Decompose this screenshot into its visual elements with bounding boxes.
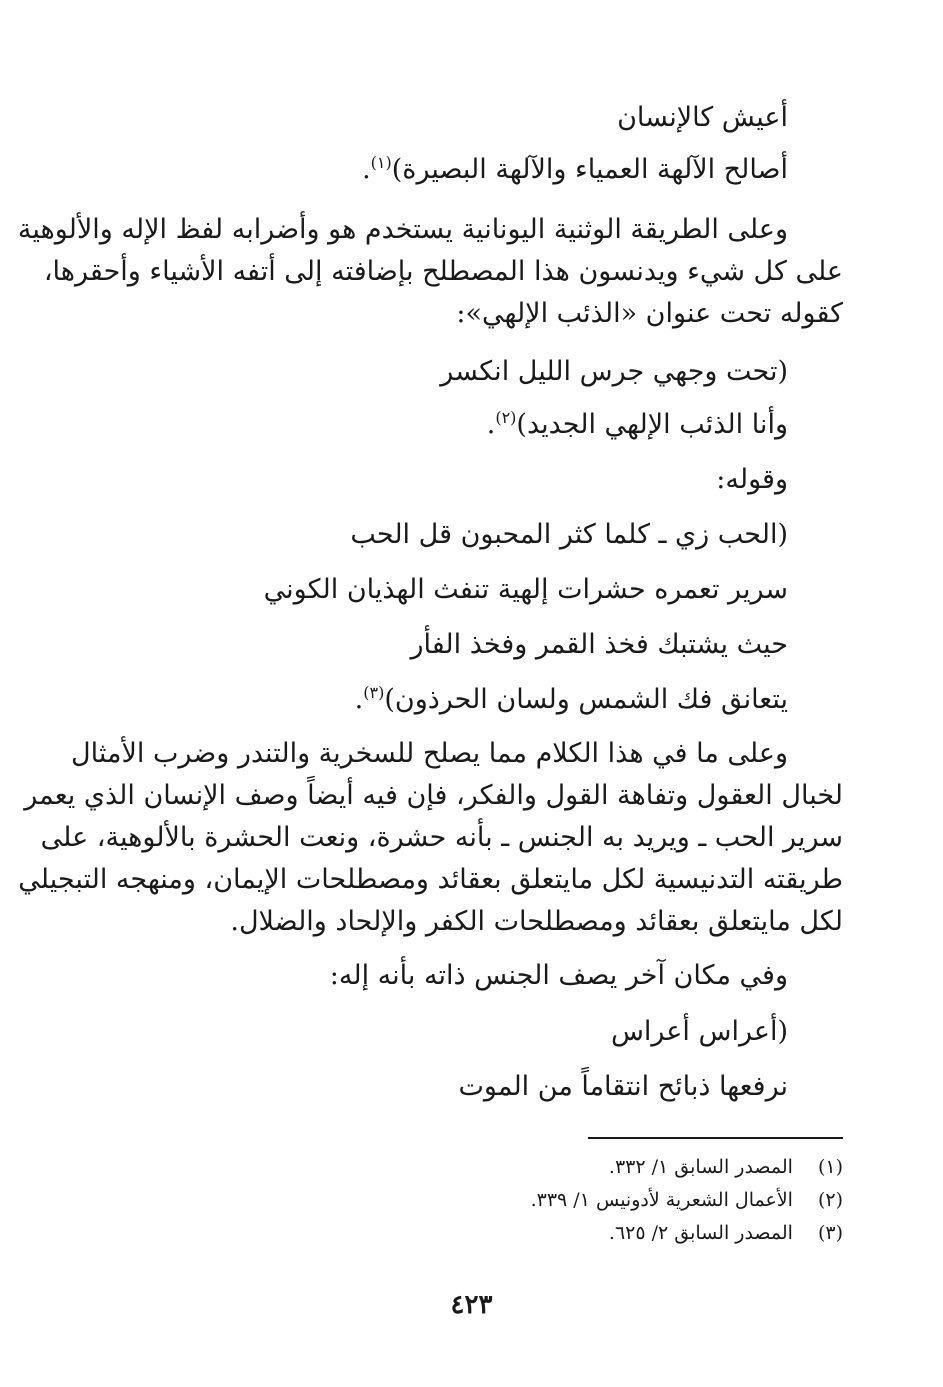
verse-line [716, 460, 788, 500]
paragraph-line: على كل شيء ويدنسون هذا المصطلح بإضافته إلى أتفه الأشياء وأحقرها، [43, 256, 843, 287]
verse-text: نرفعها ذبائح انتقاماً من الموت [458, 1071, 788, 1102]
verse-line [440, 352, 788, 392]
verse-line [617, 98, 788, 138]
footnote [609, 1153, 843, 1181]
verse-line [330, 956, 788, 996]
verse-line [362, 150, 788, 190]
verse-text: أصالح الآلهة العمياء والآلهة البصيرة) [391, 154, 788, 185]
verse-line [350, 515, 788, 555]
verse-text: يتعانق فك الشمس ولسان الحرذون) [384, 684, 788, 715]
footnote-marker: (١) [370, 153, 392, 172]
footnote-text: المصدر السابق ١/ ٣٣٢. [608, 1156, 793, 1178]
paragraph-line: لكل مايتعلق بعقائد ومصطلحات الكفر والإلحاد والضلال. [230, 906, 843, 937]
footnote-separator [588, 1137, 843, 1139]
verse-text: (الحب زي ـ كلما كثر المحبون قل الحب [350, 519, 788, 550]
verse-end: . [354, 684, 364, 715]
verse-text: حيث يشتبك فخذ القمر وفخذ الفأر [410, 629, 788, 660]
verse-text: وأنا الذئب الإلهي الجديد) [516, 409, 788, 440]
footnote-marker: (٣) [363, 683, 385, 702]
paragraph-line: كقوله تحت عنوان «الذئب الإلهي»: [456, 298, 843, 329]
paragraph-line: طريقته التدنيسية لكل مايتعلق بعقائد ومصطلحات الإيمان، ومنهجه التبجيلي [18, 864, 843, 895]
verse-line [458, 1067, 788, 1107]
paragraph-line: وعلى ما في هذا الكلام مما يصلح للسخرية والتندر وضرب الأمثال [71, 738, 788, 769]
paragraph-line: لخبال العقول وتفاهة القول والفكر، فإن فيه أيضاً وصف الإنسان الذي يعمر [24, 780, 843, 811]
page-number: ٤٢٣ [450, 1290, 493, 1320]
verse-text: أعيش كالإنسان [617, 102, 788, 133]
paragraph-line: سرير الحب ـ ويريد به الجنس ـ بأنه حشرة، ونعت الحشرة بالألوهية، على [40, 822, 843, 853]
footnote [609, 1219, 843, 1247]
verse-text: (تحت وجهي جرس الليل انكسر [440, 356, 788, 387]
footnote-text: المصدر السابق ٢/ ٦٢٥. [608, 1222, 793, 1244]
footnote [531, 1186, 843, 1214]
verse-text: سرير تعمره حشرات إلهية تنفث الهذيان الكوني [263, 574, 788, 605]
verse-line [611, 1012, 788, 1052]
footnote-marker: (٢) [495, 408, 517, 427]
footnote-number: (٢) [817, 1189, 843, 1211]
footnote-text: الأعمال الشعرية لأدونيس ١/ ٣٣٩. [530, 1189, 793, 1211]
verse-text: (أعراس أعراس [610, 1016, 788, 1047]
verse-line [264, 570, 788, 610]
paragraph-line: وعلى الطريقة الوثنية اليونانية يستخدم هو وأضرابه لفظ الإله والألوهية [17, 214, 788, 245]
verse-line [487, 405, 788, 445]
verse-line [355, 680, 788, 720]
verse-text: وفي مكان آخر يصف الجنس ذاته بأنه إله: [329, 960, 788, 991]
verse-end: . [486, 409, 496, 440]
footnote-number: (١) [817, 1156, 843, 1178]
verse-line [410, 625, 788, 665]
verse-end: . [362, 154, 371, 185]
verse-text: وقوله: [716, 464, 788, 495]
footnote-number: (٣) [817, 1222, 843, 1244]
